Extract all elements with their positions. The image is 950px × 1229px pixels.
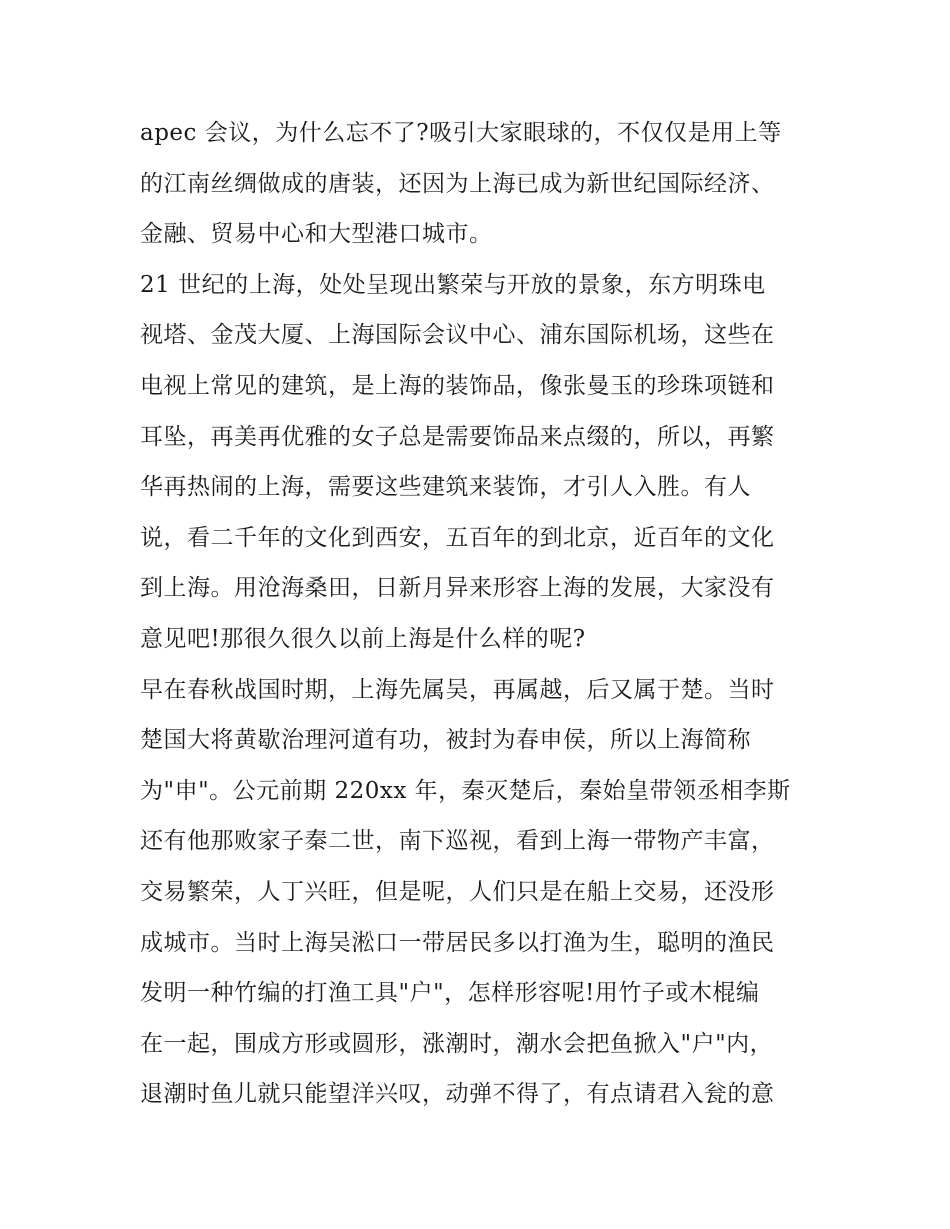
text-line: 发明一种竹编的打渔工具"户"，怎样形容呢!用竹子或木棍编 [140,980,760,1007]
text-line: 华再热闹的上海，需要这些建筑来装饰，才引人入胜。有人 [140,474,751,501]
text-line: 在一起，围成方形或圆形，涨潮时，潮水会把鱼掀入"户"内， [140,1030,774,1057]
text-line: 耳坠，再美再优雅的女子总是需要饰品来点缀的，所以，再繁 [140,423,775,450]
paragraph-21st-century [140,260,820,665]
paragraph-history [140,665,820,1120]
text-line: 楚国大将黄歇治理河道有功，被封为春申侯，所以上海简称 [140,727,751,754]
text-line: 金融、贸易中心和大型港口城市。 [140,221,493,248]
text-line: 意见吧!那很久很久以前上海是什么样的呢? [140,625,586,652]
text-line: 的江南丝绸做成的唐装，还因为上海已成为新世纪国际经济、 [140,170,775,197]
text-line: 退潮时鱼儿就只能望洋兴叹，动弹不得了，有点请君入瓮的意 [140,1081,775,1108]
text-line: 还有他那败家子秦二世，南下巡视，看到上海一带物产丰富， [140,828,775,855]
text-line: 到上海。用沧海桑田，日新月异来形容上海的发展，大家没有 [140,575,775,602]
text-line: 交易繁荣，人丁兴旺，但是呢，人们只是在船上交易，还没形 [140,878,775,905]
text-line: 说，看二千年的文化到西安，五百年的到北京，近百年的文化 [140,524,775,551]
text-line: 成城市。当时上海吴淞口一带居民多以打渔为生，聪明的渔民 [140,929,775,956]
document-body [140,108,820,1120]
text-line: 电视上常见的建筑，是上海的装饰品，像张曼玉的珍珠项链和 [140,372,775,399]
text-line: 视塔、金茂大厦、上海国际会议中心、浦东国际机场，这些在 [140,322,775,349]
text-line: 为"申"。公元前期 220xx 年，秦灭楚后，秦始皇带领丞相李斯 [140,777,791,804]
text-line: apec 会议，为什么忘不了?吸引大家眼球的，不仅仅是用上等 [140,120,782,146]
text-line: 21 世纪的上海，处处呈现出繁荣与开放的景象，东方明珠电 [140,271,766,298]
paragraph-apec [140,108,820,260]
text-line: 早在春秋战国时期，上海先属吴，再属越，后又属于楚。当时 [140,676,775,703]
